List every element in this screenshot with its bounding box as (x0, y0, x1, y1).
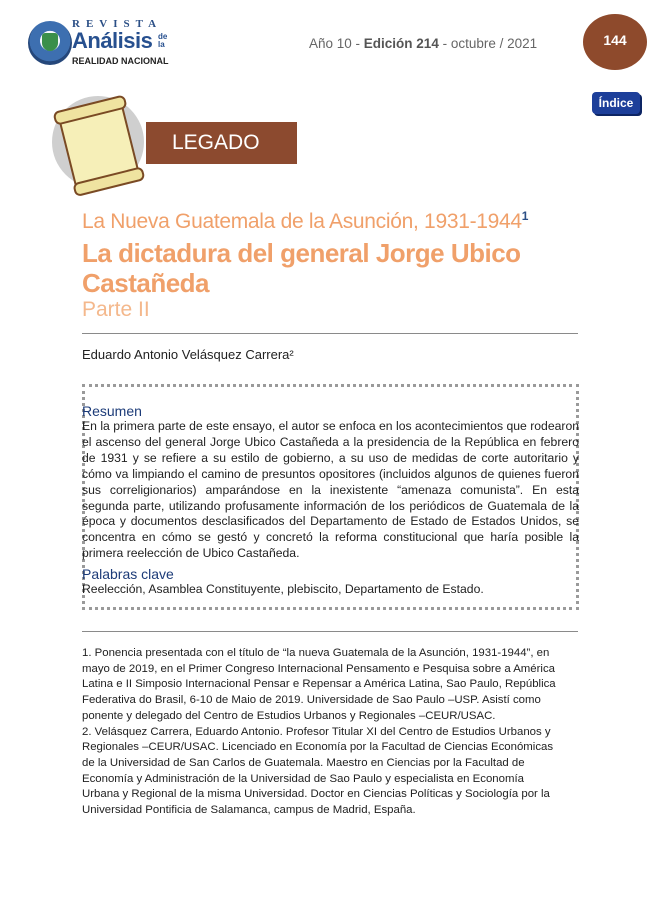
logo-revista: REVISTA (72, 18, 163, 30)
issue-edition: Edición 214 (363, 36, 439, 51)
abstract-heading: Resumen (82, 403, 142, 419)
footnotes (82, 646, 562, 819)
footnote-divider (82, 631, 578, 632)
issue-year: Año 10 - (309, 36, 364, 51)
page-number-badge: 144 (583, 14, 647, 70)
logo-de-la: de la (158, 32, 168, 49)
issue-info (309, 36, 537, 51)
guatemala-seal-icon (28, 21, 72, 65)
logo-analisis: Análisis (72, 28, 153, 53)
logo-realidad-nacional: REALIDAD NACIONAL (72, 56, 169, 66)
magazine-logo (28, 18, 178, 70)
article-supertitle-text: La Nueva Guatemala de la Asunción, 1931-1944 (82, 210, 522, 233)
article-author: Eduardo Antonio Velásquez Carrera² (82, 347, 294, 362)
article-part: Parte II (82, 298, 150, 321)
keywords-list: Reelección, Asamblea Constituyente, plebiscito, Departamento de Estado. (82, 582, 484, 596)
footnote-2: 2. Velásquez Carrera, Eduardo Antonio. Profesor Titular XI del Centro de Estudios Urbanos y Regionales –CEUR/USAC. Licenciado en Economía por la Facultad de Ciencias Económicas de la Universidad de San Carlos de Guatemala. Maestro en Ciencias por la Facultad de Economía y Administración de la Universidad de Sao Paulo y especialista en Economía Urbana y Regional de la misma Universidad. Doctor en Ciencias Políticas y Sociología por la Universidad Pontificia de Salamanca, campus de Madrid, España. (82, 725, 554, 817)
section-label: LEGADO (146, 122, 297, 164)
article-supertitle (82, 210, 528, 234)
article-title: La dictadura del general Jorge Ubico Castañeda (82, 238, 521, 298)
footnote-ref-1[interactable]: 1 (521, 209, 529, 223)
footnote-1: 1. Ponencia presentada con el título de “la nueva Guatemala de la Asunción, 1931-1944”, en mayo de 2019, en el Primer Congreso Internacional Pensamento e Pesquisa sobre a América Latina e II Simposio Internacional Pensar e Repensar a América Latina, Sao Paulo, República Federativa do Brasil, 6-10 de Maio de 2019. Universidade de Sao Paulo –USP. Asistí como ponente y delegado del Centro de Estudios Urbanos y Regionales –CEUR/USAC. (82, 647, 556, 722)
divider (82, 333, 578, 334)
abstract-body: En la primera parte de este ensayo, el autor se enfoca en los acontecimientos que rodearon el ascenso del general Jorge Ubico Castañeda a la presidencia de la República en febrero de 1931 y se refiere a su estilo de gobierno, a su uso de medidas de corte autoritario y cómo va limpiando el camino de presuntos opositores (incluidos algunos de quienes fueron sus correligionarios) amparándose en la inexistente “amenaza comunista”. En esta segunda parte, utilizando profusamente información de los periódicos de Guatemala de la época y documentos desclasificados del Departamento de Estado de Estados Unidos, se concentra en cómo se gestó y concretó la reforma constitucional que haría posible la primera reelección de Ubico Castañeda. (82, 419, 579, 561)
keywords-heading: Palabras clave (82, 566, 174, 582)
index-button[interactable]: Índice (592, 92, 640, 114)
issue-date: - octubre / 2021 (438, 36, 538, 51)
